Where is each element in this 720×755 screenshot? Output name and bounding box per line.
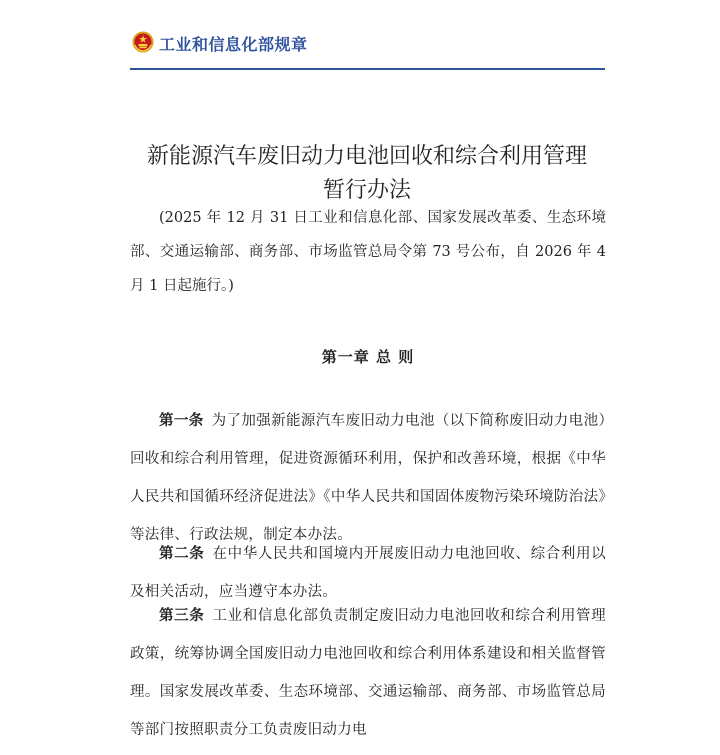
document-title-line-1: 新能源汽车废旧动力电池回收和综合利用管理 bbox=[146, 144, 587, 169]
article-number: 第二条 bbox=[159, 546, 205, 562]
page-header bbox=[130, 28, 605, 70]
national-emblem-icon bbox=[132, 31, 154, 53]
article-text: 在中华人民共和国境内开展废旧动力电池回收、综合利用以及相关活动，应当遵守本办法。 bbox=[130, 546, 606, 600]
article bbox=[130, 402, 606, 554]
chapter-heading: 第一章 总 则 bbox=[321, 348, 415, 366]
article bbox=[130, 597, 606, 749]
article-text: 工业和信息化部负责制定废旧动力电池回收和综合利用管理政策，统筹协调全国废旧动力电池回收和综合利用体系建设和相关监督管理。国家发展改革委、生态环境部、交通运输部、商务部、市场监管总局等部门按照职责分工负责废旧动力电 bbox=[130, 608, 606, 738]
article-text: 为了加强新能源汽车废旧动力电池（以下简称废旧动力电池）回收和综合利用管理，促进资源循环利用，保护和改善环境，根据《中华人民共和国循环经济促进法》《中华人民共和国固体废物污染环境防治法》等法律、行政法规，制定本办法。 bbox=[130, 413, 606, 543]
article-number: 第三条 bbox=[159, 608, 205, 624]
article-number: 第一条 bbox=[159, 413, 204, 429]
issuance-note bbox=[130, 201, 606, 303]
document-title-line-2: 暂行办法 bbox=[322, 178, 411, 203]
header-title: 工业和信息化部规章 bbox=[159, 35, 308, 54]
issuance-text: (2025 年 12 月 31 日工业和信息化部、国家发展改革委、生态环境部、交通运输部、商务部、市场监管总局令第 73 号公布，自 2026 年 4 月 1 日起施行。) bbox=[130, 210, 606, 294]
